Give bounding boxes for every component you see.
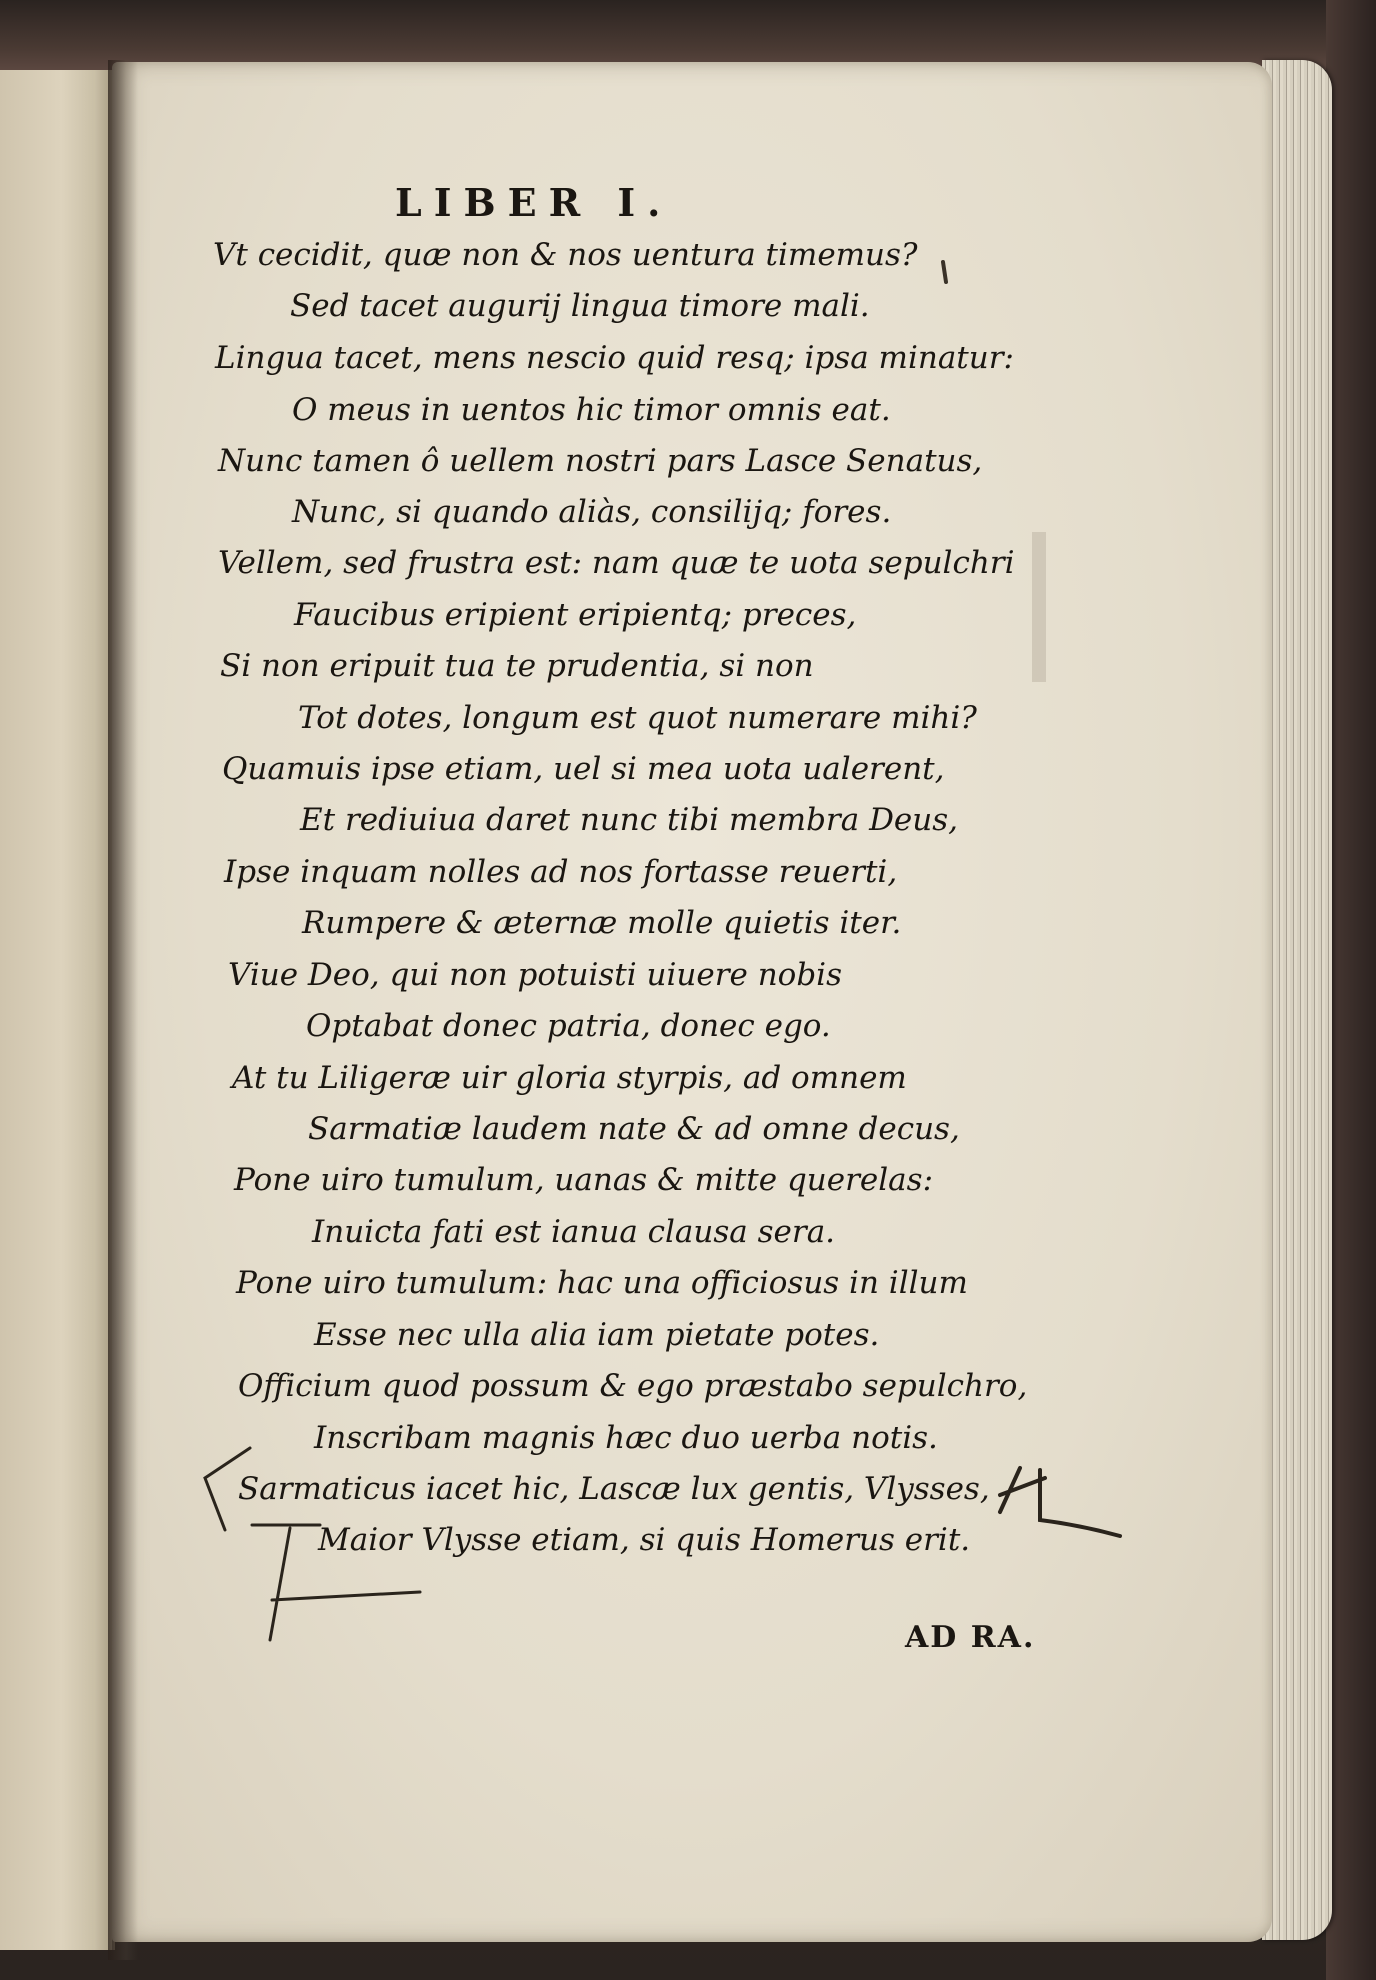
verse-line-4: O meus in uentos hic timor omnis eat. — [292, 392, 891, 428]
verse-line-14: Rumpere & æternæ molle quietis iter. — [302, 905, 902, 941]
page-edges-stack — [1262, 60, 1332, 1940]
verse-line-5: Nunc tamen ô uellem nostri pars Lasce Senatus, — [218, 443, 983, 479]
verse-line-22: Esse nec ulla alia iam pietate potes. — [314, 1317, 880, 1353]
verse-line-25: Sarmaticus iacet hic, Lascæ lux gentis, Vlysses, — [238, 1471, 990, 1507]
verse-line-1: Vt cecidit, quæ non & nos uentura timemus? — [213, 237, 918, 273]
verse-line-2: Sed tacet augurij lingua timore mali. — [290, 288, 870, 324]
book-cover-right-edge — [1326, 0, 1376, 1980]
verse-line-10: Tot dotes, longum est quot numerare mihi? — [298, 700, 977, 736]
verse-line-17: At tu Liligeræ uir gloria styrpis, ad omnem — [232, 1060, 907, 1096]
verse-line-20: Inuicta fati est ianua clausa sera. — [312, 1214, 836, 1250]
verse-line-12: Et rediuiua daret nunc tibi membra Deus, — [300, 802, 959, 838]
verse-line-18: Sarmatiæ laudem nate & ad omne decus, — [308, 1111, 960, 1147]
left-page-edge — [0, 70, 115, 1950]
verse-line-11: Quamuis ipse etiam, uel si mea uota ualerent, — [222, 751, 945, 787]
verse-line-7: Vellem, sed frustra est: nam quæ te uota sepulchri — [218, 545, 1015, 581]
verse-line-8: Faucibus eripient eripientq; preces, — [294, 597, 857, 633]
verse-line-26: Maior Vlysse etiam, si quis Homerus erit. — [318, 1522, 971, 1558]
verse-line-23: Officium quod possum & ego præstabo sepulchro, — [238, 1368, 1028, 1404]
running-head: LIBER I. — [395, 180, 673, 225]
verse-line-6: Nunc, si quando aliàs, consilijq; fores. — [292, 494, 892, 530]
verse-line-15: Viue Deo, qui non potuisti uiuere nobis — [228, 957, 843, 993]
verse-line-19: Pone uiro tumulum, uanas & mitte querelas: — [234, 1162, 934, 1198]
catchword: AD RA. — [905, 1620, 1036, 1655]
gutter-shadow — [108, 60, 138, 1960]
book-cover-top-edge — [0, 0, 1376, 70]
verse-line-24: Inscribam magnis hæc duo uerba notis. — [314, 1420, 938, 1456]
verse-line-16: Optabat donec patria, donec ego. — [306, 1008, 831, 1044]
verse-line-9: Si non eripuit tua te prudentia, si non — [220, 648, 814, 684]
verse-line-3: Lingua tacet, mens nescio quid resq; ipsa minatur: — [215, 340, 1014, 376]
show-through-initial — [1032, 532, 1086, 682]
verse-line-21: Pone uiro tumulum: hac una officiosus in illum — [236, 1265, 968, 1301]
verse-line-13: Ipse inquam nolles ad nos fortasse reuerti, — [224, 854, 898, 890]
